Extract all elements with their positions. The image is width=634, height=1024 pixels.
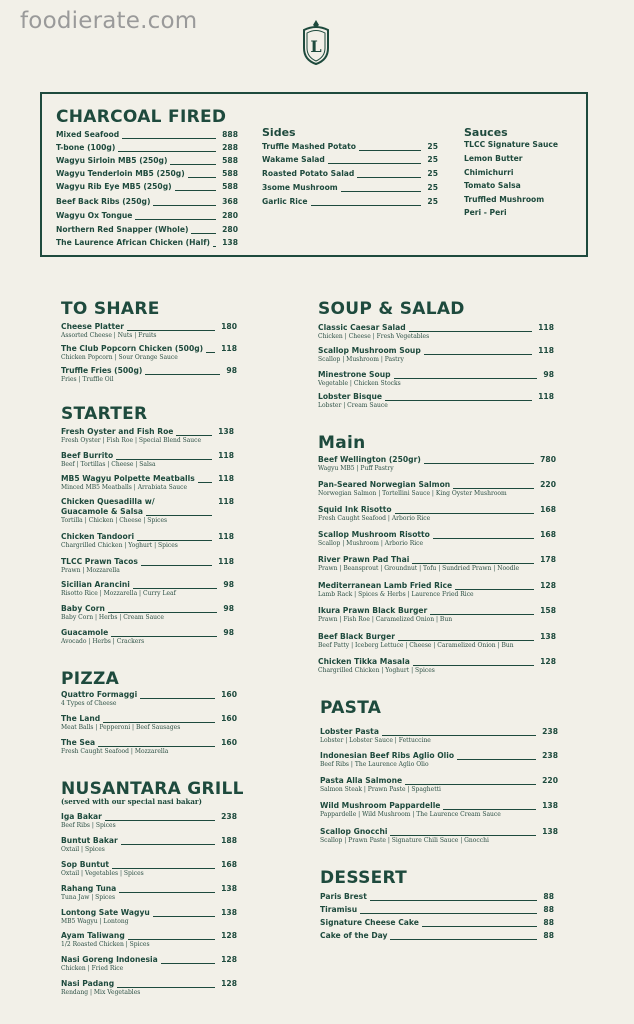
item-price: 888 — [222, 130, 238, 139]
nusantara-note: (served with our special nasi bakar) — [61, 797, 202, 806]
item-price: 128 — [540, 581, 556, 590]
item-name: Pasta Alla Salmone — [320, 776, 403, 785]
item-name: The Laurence African Chicken (Half) — [56, 238, 211, 247]
item-name: 3some Mushroom — [262, 183, 338, 192]
item-name: Signature Cheese Cake — [320, 918, 419, 927]
item-description: Tuna Jaw | Spices — [61, 894, 116, 901]
menu-item — [61, 366, 237, 376]
dessert-title: DESSERT — [320, 868, 408, 888]
menu-item — [318, 505, 556, 515]
item-description: Chicken | Fried Rice — [61, 965, 124, 972]
item-price: 220 — [540, 480, 556, 489]
sauces-title: Sauces — [464, 126, 508, 139]
item-name: Wagyu Ox Tongue — [56, 211, 133, 220]
item-price: 25 — [427, 197, 438, 206]
item-name: Pan-Seared Norwegian Salmon — [318, 480, 451, 489]
sauce-item: Tomato Salsa — [464, 181, 521, 190]
menu-item — [61, 812, 237, 822]
menu-item — [56, 225, 238, 235]
leader-line — [398, 640, 534, 641]
item-description: Meat Balls | Pepperoni | Beef Sausages — [61, 724, 181, 731]
leader-line — [170, 164, 216, 165]
menu-item — [56, 130, 238, 140]
menu-item — [320, 776, 558, 786]
item-description: Minced MB5 Meatballs | Arrabiata Sauce — [61, 484, 188, 491]
item-price: 25 — [427, 183, 438, 192]
item-description: MB5 Wagyu | Lontong — [61, 918, 129, 925]
item-description: Chargrilled Chicken | Yoghurt | Spices — [318, 667, 435, 674]
item-name: Truffle Mashed Potato — [262, 142, 356, 151]
item-price: 180 — [221, 322, 237, 331]
item-price: 238 — [542, 751, 558, 760]
starter-title: STARTER — [61, 404, 148, 424]
menu-item — [318, 392, 554, 402]
leader-line — [175, 190, 217, 191]
menu-item — [56, 182, 238, 192]
item-price: 98 — [226, 366, 237, 375]
item-name: Cake of the Day — [320, 931, 388, 940]
leader-line — [385, 400, 532, 401]
leader-line — [341, 191, 422, 192]
watermark: foodierate.com — [20, 8, 198, 34]
item-name: Northern Red Snapper (Whole) — [56, 225, 189, 234]
item-name: Minestrone Soup — [318, 370, 391, 379]
menu-item — [318, 581, 556, 591]
item-name: Paris Brest — [320, 892, 367, 901]
item-description: Fresh Oyster | Fish Roe | Special Blend Sauce — [61, 437, 202, 444]
item-name: Mixed Seafood — [56, 130, 120, 139]
item-price: 238 — [542, 727, 558, 736]
item-name: The Club Popcorn Chicken (500g) — [61, 344, 204, 353]
menu-item — [262, 169, 438, 179]
menu-item — [61, 580, 234, 590]
leader-line — [103, 722, 215, 723]
item-description: Prawn | Beansprout | Groundnut | Tofu | Sundried Prawn | Noodle — [318, 565, 519, 572]
item-description: Tortilla | Chicken | Cheese | Spices — [61, 517, 168, 524]
item-price: 238 — [221, 812, 237, 821]
menu-item — [61, 931, 237, 941]
leader-line — [433, 538, 534, 539]
menu-item — [61, 427, 234, 437]
item-description: Fries | Truffle Oil — [61, 376, 114, 383]
item-name: Chicken Quesadilla w/ — [61, 497, 155, 506]
item-description: Beef Patty | Iceberg Lettuce | Cheese | Caramelized Onion | Bun — [318, 642, 514, 649]
menu-item — [61, 860, 237, 870]
leader-line — [405, 784, 536, 785]
pasta-title: PASTA — [320, 698, 382, 718]
item-price: 280 — [222, 225, 238, 234]
leader-line — [422, 926, 538, 927]
item-description: Beef Ribs | Spices — [61, 822, 116, 829]
leader-line — [117, 987, 215, 988]
item-price: 25 — [427, 169, 438, 178]
item-price: 780 — [540, 455, 556, 464]
item-price: 118 — [218, 497, 234, 506]
item-name: Nasi Padang — [61, 979, 115, 988]
leader-line — [359, 150, 421, 151]
nusantara-grill-title: NUSANTARA GRILL — [61, 779, 244, 799]
item-description: Chicken | Cheese | Fresh Vegetables — [318, 333, 430, 340]
leader-line — [370, 900, 538, 901]
crest-logo-icon — [298, 18, 334, 66]
item-price: 160 — [221, 714, 237, 723]
sides-title: Sides — [262, 126, 296, 139]
leader-line — [141, 565, 212, 566]
leader-line — [128, 939, 215, 940]
menu-item — [61, 344, 237, 354]
leader-line — [390, 835, 536, 836]
menu-item — [262, 183, 438, 193]
item-price: 220 — [542, 776, 558, 785]
menu-item — [61, 322, 237, 332]
item-name: Chicken Tikka Masala — [318, 657, 410, 666]
item-name: Scallop Mushroom Soup — [318, 346, 421, 355]
menu-item — [318, 455, 556, 465]
item-name: Lobster Pasta — [320, 727, 379, 736]
leader-line — [328, 163, 422, 164]
item-name: Quattro Formaggi — [61, 690, 138, 699]
item-description: 4 Types of Cheese — [61, 700, 117, 707]
menu-item — [320, 751, 558, 761]
leader-line — [145, 374, 220, 375]
menu-item — [320, 905, 554, 915]
item-description: Oxtail | Vegetables | Spices — [61, 870, 144, 877]
leader-line — [116, 459, 212, 460]
item-price: 128 — [221, 979, 237, 988]
item-description: Pappardelle | Wild Mushroom | The Laurence Cream Sauce — [320, 811, 501, 818]
menu-item — [56, 211, 238, 221]
item-name: Classic Caesar Salad — [318, 323, 406, 332]
item-description: Scallop | Mushroom | Arborio Rice — [318, 540, 424, 547]
item-name: Rahang Tuna — [61, 884, 117, 893]
item-price: 588 — [222, 182, 238, 191]
item-description: Wagyu MB5 | Puff Pastry — [318, 465, 394, 472]
menu-item — [61, 908, 237, 918]
leader-line — [382, 735, 536, 736]
leader-line — [111, 636, 217, 637]
item-name: TLCC Prawn Tacos — [61, 557, 138, 566]
item-name: Lobster Bisque — [318, 392, 383, 401]
menu-item — [262, 197, 438, 207]
leader-line — [121, 844, 215, 845]
item-name: River Prawn Pad Thai — [318, 555, 410, 564]
leader-line — [206, 352, 215, 353]
leader-line — [146, 515, 212, 516]
item-description: Salmon Steak | Prawn Paste | Spaghetti — [320, 786, 441, 793]
menu-item — [61, 532, 234, 542]
menu-item — [318, 323, 554, 333]
item-description: Lobster | Cream Sauce — [318, 402, 388, 409]
menu-item — [61, 979, 237, 989]
menu-item — [320, 727, 558, 737]
menu-item — [61, 836, 237, 846]
item-name: Sop Buntut — [61, 860, 110, 869]
item-price: 88 — [543, 931, 554, 940]
item-price: 368 — [222, 197, 238, 206]
menu-item — [61, 884, 237, 894]
item-price: 118 — [218, 474, 234, 483]
item-price: 138 — [218, 427, 234, 436]
leader-line — [430, 614, 534, 615]
item-name: Truffle Fries (500g) — [61, 366, 143, 375]
item-price: 128 — [221, 955, 237, 964]
item-price: 178 — [540, 555, 556, 564]
item-description: Chargrilled Chicken | Yoghurt | Spices — [61, 542, 178, 549]
item-price: 98 — [223, 604, 234, 613]
leader-line — [457, 759, 536, 760]
svg-text:L: L — [310, 37, 322, 56]
menu-item — [56, 238, 238, 248]
item-name: Baby Corn — [61, 604, 105, 613]
item-name: Wakame Salad — [262, 155, 325, 164]
menu-item — [56, 143, 238, 153]
item-description: Beef | Tortillas | Cheese | Salsa — [61, 461, 156, 468]
leader-line — [133, 588, 218, 589]
item-description: Rendang | Mix Vegetables — [61, 989, 141, 996]
item-description: Fresh Caught Seafood | Mozzarella — [61, 748, 169, 755]
item-description: Vegetable | Chicken Stocks — [318, 380, 401, 387]
item-name: Sicilian Arancini — [61, 580, 130, 589]
item-name: Garlic Rice — [262, 197, 308, 206]
item-price: 168 — [540, 505, 556, 514]
leader-line — [453, 488, 534, 489]
item-price: 138 — [542, 801, 558, 810]
item-name: Mediterranean Lamb Fried Rice — [318, 581, 453, 590]
item-name: Beef Back Ribs (250g) — [56, 197, 151, 206]
leader-line — [140, 698, 215, 699]
item-price: 25 — [427, 142, 438, 151]
menu-item — [61, 738, 237, 748]
item-name: Tiramisu — [320, 905, 358, 914]
menu-item — [56, 197, 238, 207]
leader-line — [455, 589, 534, 590]
menu-item — [320, 918, 554, 928]
menu-item — [318, 657, 556, 667]
menu-item — [320, 827, 558, 837]
item-price: 288 — [222, 143, 238, 152]
item-name: Scallop Mushroom Risotto — [318, 530, 430, 539]
item-name: Beef Wellington (250gr) — [318, 455, 421, 464]
menu-item — [61, 714, 237, 724]
leader-line — [357, 177, 421, 178]
menu-item — [61, 604, 234, 614]
item-description: Lamb Rack | Spices & Herbs | Laurence Fried Rice — [318, 591, 474, 598]
item-price: 118 — [538, 346, 554, 355]
item-price: 158 — [540, 606, 556, 615]
item-price: 588 — [222, 156, 238, 165]
leader-line — [176, 435, 212, 436]
item-price: 160 — [221, 738, 237, 747]
item-price: 118 — [218, 557, 234, 566]
leader-line — [395, 513, 535, 514]
item-description: Prawn | Fish Roe | Caramelized Onion | Bun — [318, 616, 453, 623]
item-price: 138 — [221, 884, 237, 893]
item-description: Baby Corn | Herbs | Cream Sauce — [61, 614, 164, 621]
menu-item — [320, 801, 558, 811]
leader-line — [118, 151, 216, 152]
item-price: 280 — [222, 211, 238, 220]
item-price: 98 — [223, 628, 234, 637]
item-price: 88 — [543, 918, 554, 927]
leader-line — [424, 354, 532, 355]
menu-item — [56, 156, 238, 166]
item-description: Beef Ribs | The Laurence Aglio Olio — [320, 761, 429, 768]
leader-line — [135, 219, 216, 220]
item-description: Scallop | Mushroom | Pastry — [318, 356, 404, 363]
item-name: The Sea — [61, 738, 96, 747]
item-name: T-bone (100g) — [56, 143, 116, 152]
leader-line — [105, 820, 215, 821]
menu-item — [318, 632, 556, 642]
leader-line — [119, 892, 215, 893]
menu-item — [318, 555, 556, 565]
item-name-line-2: Guacamole & Salsa — [61, 507, 144, 516]
pizza-title: PIZZA — [61, 669, 120, 689]
item-description: Risotto Rice | Mozzarella | Curry Leaf — [61, 590, 176, 597]
menu-item — [61, 690, 237, 700]
item-name: Ikura Prawn Black Burger — [318, 606, 428, 615]
menu-item — [318, 370, 554, 380]
item-description: Norwegian Salmon | Tortellini Sauce | King Oyster Mushroom — [318, 490, 507, 497]
item-description: Chicken Popcorn | Sour Orange Sauce — [61, 354, 178, 361]
item-price: 168 — [221, 860, 237, 869]
item-name: Beef Black Burger — [318, 632, 396, 641]
leader-line — [137, 540, 212, 541]
item-name: Fresh Oyster and Fish Roe — [61, 427, 174, 436]
item-price: 118 — [538, 323, 554, 332]
item-price: 25 — [427, 155, 438, 164]
item-price: 188 — [221, 836, 237, 845]
item-name: Ayam Taliwang — [61, 931, 125, 940]
leader-line — [409, 331, 532, 332]
leader-line — [360, 913, 537, 914]
item-name: Guacamole — [61, 628, 109, 637]
item-description: 1/2 Roasted Chicken | Spices — [61, 941, 150, 948]
item-price: 128 — [221, 931, 237, 940]
item-price: 118 — [221, 344, 237, 353]
menu-item — [61, 497, 234, 507]
main-title: Main — [318, 433, 366, 453]
menu-item — [320, 931, 554, 941]
item-price: 588 — [222, 169, 238, 178]
item-name: Iga Bakar — [61, 812, 102, 821]
item-price: 88 — [543, 892, 554, 901]
leader-line — [412, 563, 534, 564]
menu-item — [61, 955, 237, 965]
item-name: MB5 Wagyu Polpette Meatballs — [61, 474, 195, 483]
leader-line — [122, 138, 216, 139]
item-price: 88 — [543, 905, 554, 914]
menu-item — [61, 557, 234, 567]
item-name: Squid Ink Risotto — [318, 505, 392, 514]
leader-line — [153, 205, 216, 206]
item-name: Wagyu Tenderloin MB5 (250g) — [56, 169, 185, 178]
leader-line — [213, 246, 216, 247]
item-name: Beef Burrito — [61, 451, 114, 460]
leader-line — [112, 868, 215, 869]
item-name: Lontong Sate Wagyu — [61, 908, 150, 917]
to-share-title: TO SHARE — [61, 299, 160, 319]
leader-line — [390, 939, 537, 940]
sauce-item: TLCC Signature Sauce — [464, 140, 559, 149]
leader-line — [108, 612, 218, 613]
item-price: 98 — [223, 580, 234, 589]
leader-line — [443, 809, 536, 810]
leader-line — [311, 205, 422, 206]
item-name: Wagyu Sirloin MB5 (250g) — [56, 156, 168, 165]
menu-item — [318, 346, 554, 356]
menu-item — [320, 892, 554, 902]
leader-line — [188, 177, 216, 178]
item-price: 138 — [222, 238, 238, 247]
item-price: 160 — [221, 690, 237, 699]
leader-line — [394, 378, 538, 379]
menu-item — [262, 142, 438, 152]
item-price: 118 — [218, 451, 234, 460]
item-name: Wagyu Rib Eye MB5 (250g) — [56, 182, 172, 191]
item-description: Scallop | Prawn Paste | Signature Chili Sauce | Gnocchi — [320, 837, 489, 844]
menu-item — [318, 480, 556, 490]
sauce-item: Peri - Peri — [464, 208, 507, 217]
leader-line — [424, 463, 534, 464]
item-price: 138 — [540, 632, 556, 641]
menu-item — [56, 169, 238, 179]
menu-item — [318, 606, 556, 616]
item-description: Prawn | Mozzarella — [61, 567, 120, 574]
sauce-item: Lemon Butter — [464, 154, 523, 163]
item-price: 168 — [540, 530, 556, 539]
menu-item — [262, 155, 438, 165]
item-name: Scallop Gnocchi — [320, 827, 388, 836]
charcoal-fired-title: CHARCOAL FIRED — [56, 107, 227, 127]
leader-line — [191, 233, 216, 234]
leader-line — [161, 963, 215, 964]
leader-line — [198, 482, 212, 483]
item-description: Assorted Cheese | Nuts | Fruits — [61, 332, 157, 339]
item-price: 118 — [218, 532, 234, 541]
item-price: 138 — [221, 908, 237, 917]
item-price: 118 — [538, 392, 554, 401]
item-name: Buntut Bakar — [61, 836, 118, 845]
item-name: Cheese Platter — [61, 322, 125, 331]
item-name: The Land — [61, 714, 101, 723]
item-price: 138 — [542, 827, 558, 836]
item-description: Lobster | Lobster Sauce | Fettuccine — [320, 737, 431, 744]
leader-line — [127, 330, 215, 331]
item-description: Avocado | Herbs | Crackers — [61, 638, 145, 645]
leader-line — [413, 665, 534, 666]
item-name: Wild Mushroom Pappardelle — [320, 801, 441, 810]
item-name: Nasi Goreng Indonesia — [61, 955, 158, 964]
item-description: Oxtail | Spices — [61, 846, 105, 853]
item-name: Chicken Tandoori — [61, 532, 135, 541]
menu-item — [61, 451, 234, 461]
soup-salad-title: SOUP & SALAD — [318, 299, 465, 319]
sauce-item: Chimichurri — [464, 168, 514, 177]
item-price: 128 — [540, 657, 556, 666]
item-description: Fresh Caught Seafood | Arborio Rice — [318, 515, 431, 522]
item-name: Roasted Potato Salad — [262, 169, 355, 178]
menu-item — [61, 474, 234, 484]
menu-item — [61, 628, 234, 638]
leader-line — [98, 746, 215, 747]
sauce-item: Truffled Mushroom — [464, 195, 545, 204]
item-price: 98 — [543, 370, 554, 379]
item-name: Indonesian Beef Ribs Aglio Olio — [320, 751, 455, 760]
leader-line — [153, 916, 215, 917]
menu-item — [318, 530, 556, 540]
